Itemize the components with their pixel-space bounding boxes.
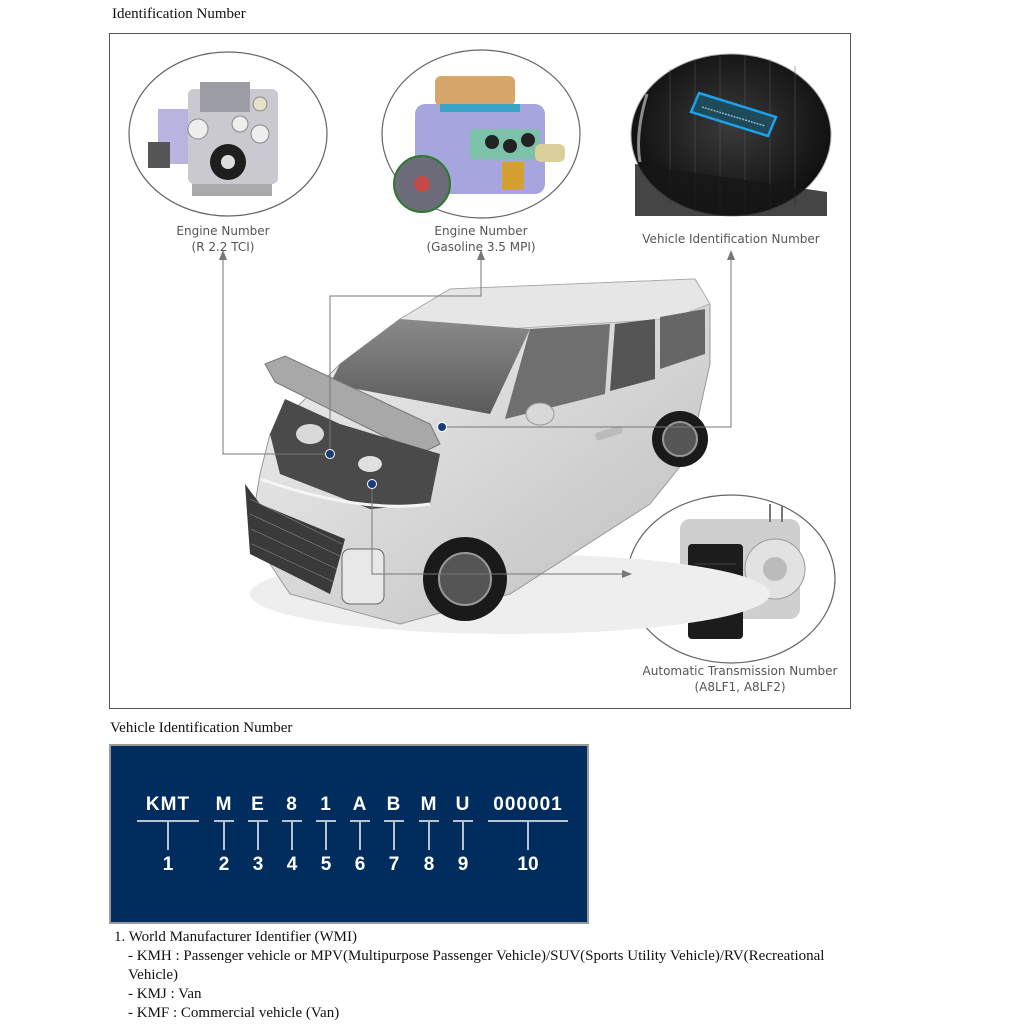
figure-illustration — [110, 34, 850, 708]
vin-plate-image — [631, 54, 831, 216]
vin-segment-chars: 000001 — [493, 794, 563, 815]
vin-segment-index: 2 — [218, 854, 230, 875]
label-line: Automatic Transmission Number — [642, 664, 838, 678]
section-title-identification-number: Identification Number — [112, 6, 246, 22]
vin-stem — [223, 822, 225, 850]
vin-segment-chars: KMT — [145, 794, 191, 815]
vin-callout-dot — [438, 423, 447, 432]
vin-segment-chars: M — [420, 794, 438, 815]
vin-segment-index: 7 — [388, 854, 400, 875]
vin-segment-index: 8 — [423, 854, 435, 875]
vin-stem — [257, 822, 259, 850]
gasoline-engine-image — [382, 50, 580, 218]
note-kmf: - KMF : Commercial vehicle (Van) — [128, 1005, 340, 1021]
label-line: Engine Number — [434, 224, 528, 238]
vin-segment-chars: 1 — [320, 794, 332, 815]
vin-stem — [527, 822, 529, 850]
vin-stem — [167, 822, 169, 850]
vin-diagram — [109, 744, 589, 924]
label-line: (A8LF1, A8LF2) — [694, 680, 786, 694]
vin-segment-chars: U — [455, 794, 471, 815]
note-kmj: - KMJ : Van — [128, 986, 202, 1002]
note-kmh: - KMH : Passenger vehicle or MPV(Multipurpose Passenger Vehicle)/SUV(Sports Utility Vehicle)/RV(Recreational — [128, 948, 825, 964]
vin-segment-index: 10 — [517, 854, 539, 875]
diesel-engine-callout-dot — [326, 450, 335, 459]
identification-figure — [109, 33, 851, 709]
vin-segment-index: 4 — [286, 854, 298, 875]
transmission-callout-dot — [368, 480, 377, 489]
vin-stem — [359, 822, 361, 850]
vin-segment-index: 6 — [354, 854, 366, 875]
vin-segment-index: 3 — [252, 854, 264, 875]
vin-stem — [325, 822, 327, 850]
note-item-1-title: 1. World Manufacturer Identifier (WMI) — [114, 929, 358, 945]
vin-segment-chars: E — [251, 794, 265, 815]
wmi-notes — [114, 928, 934, 1023]
label-vehicle-identification-number — [631, 231, 831, 247]
label-line: Vehicle Identification Number — [642, 232, 820, 246]
label-line: (R 2.2 TCI) — [191, 240, 255, 254]
vin-segment-chars: A — [352, 794, 368, 815]
section-title-vehicle-identification-number: Vehicle Identification Number — [110, 720, 293, 736]
label-automatic-transmission-number — [620, 663, 860, 695]
vin-segment-index: 9 — [457, 854, 469, 875]
label-line: (Gasoline 3.5 MPI) — [426, 240, 536, 254]
vin-segment-index: 1 — [162, 854, 174, 875]
vin-segment-chars: M — [215, 794, 233, 815]
van-illustration — [245, 279, 770, 634]
vin-stem — [291, 822, 293, 850]
vin-segment-index: 5 — [320, 854, 332, 875]
note-kmh-continued: Vehicle) — [128, 967, 178, 983]
vin-segment-chars: B — [386, 794, 402, 815]
label-engine-number-gasoline — [406, 223, 556, 255]
vin-stem — [462, 822, 464, 850]
diesel-engine-image — [129, 52, 327, 216]
label-line: Engine Number — [176, 224, 270, 238]
vin-stem — [393, 822, 395, 850]
vin-stem — [428, 822, 430, 850]
vin-segment-chars: 8 — [286, 794, 298, 815]
label-engine-number-diesel — [163, 223, 283, 255]
